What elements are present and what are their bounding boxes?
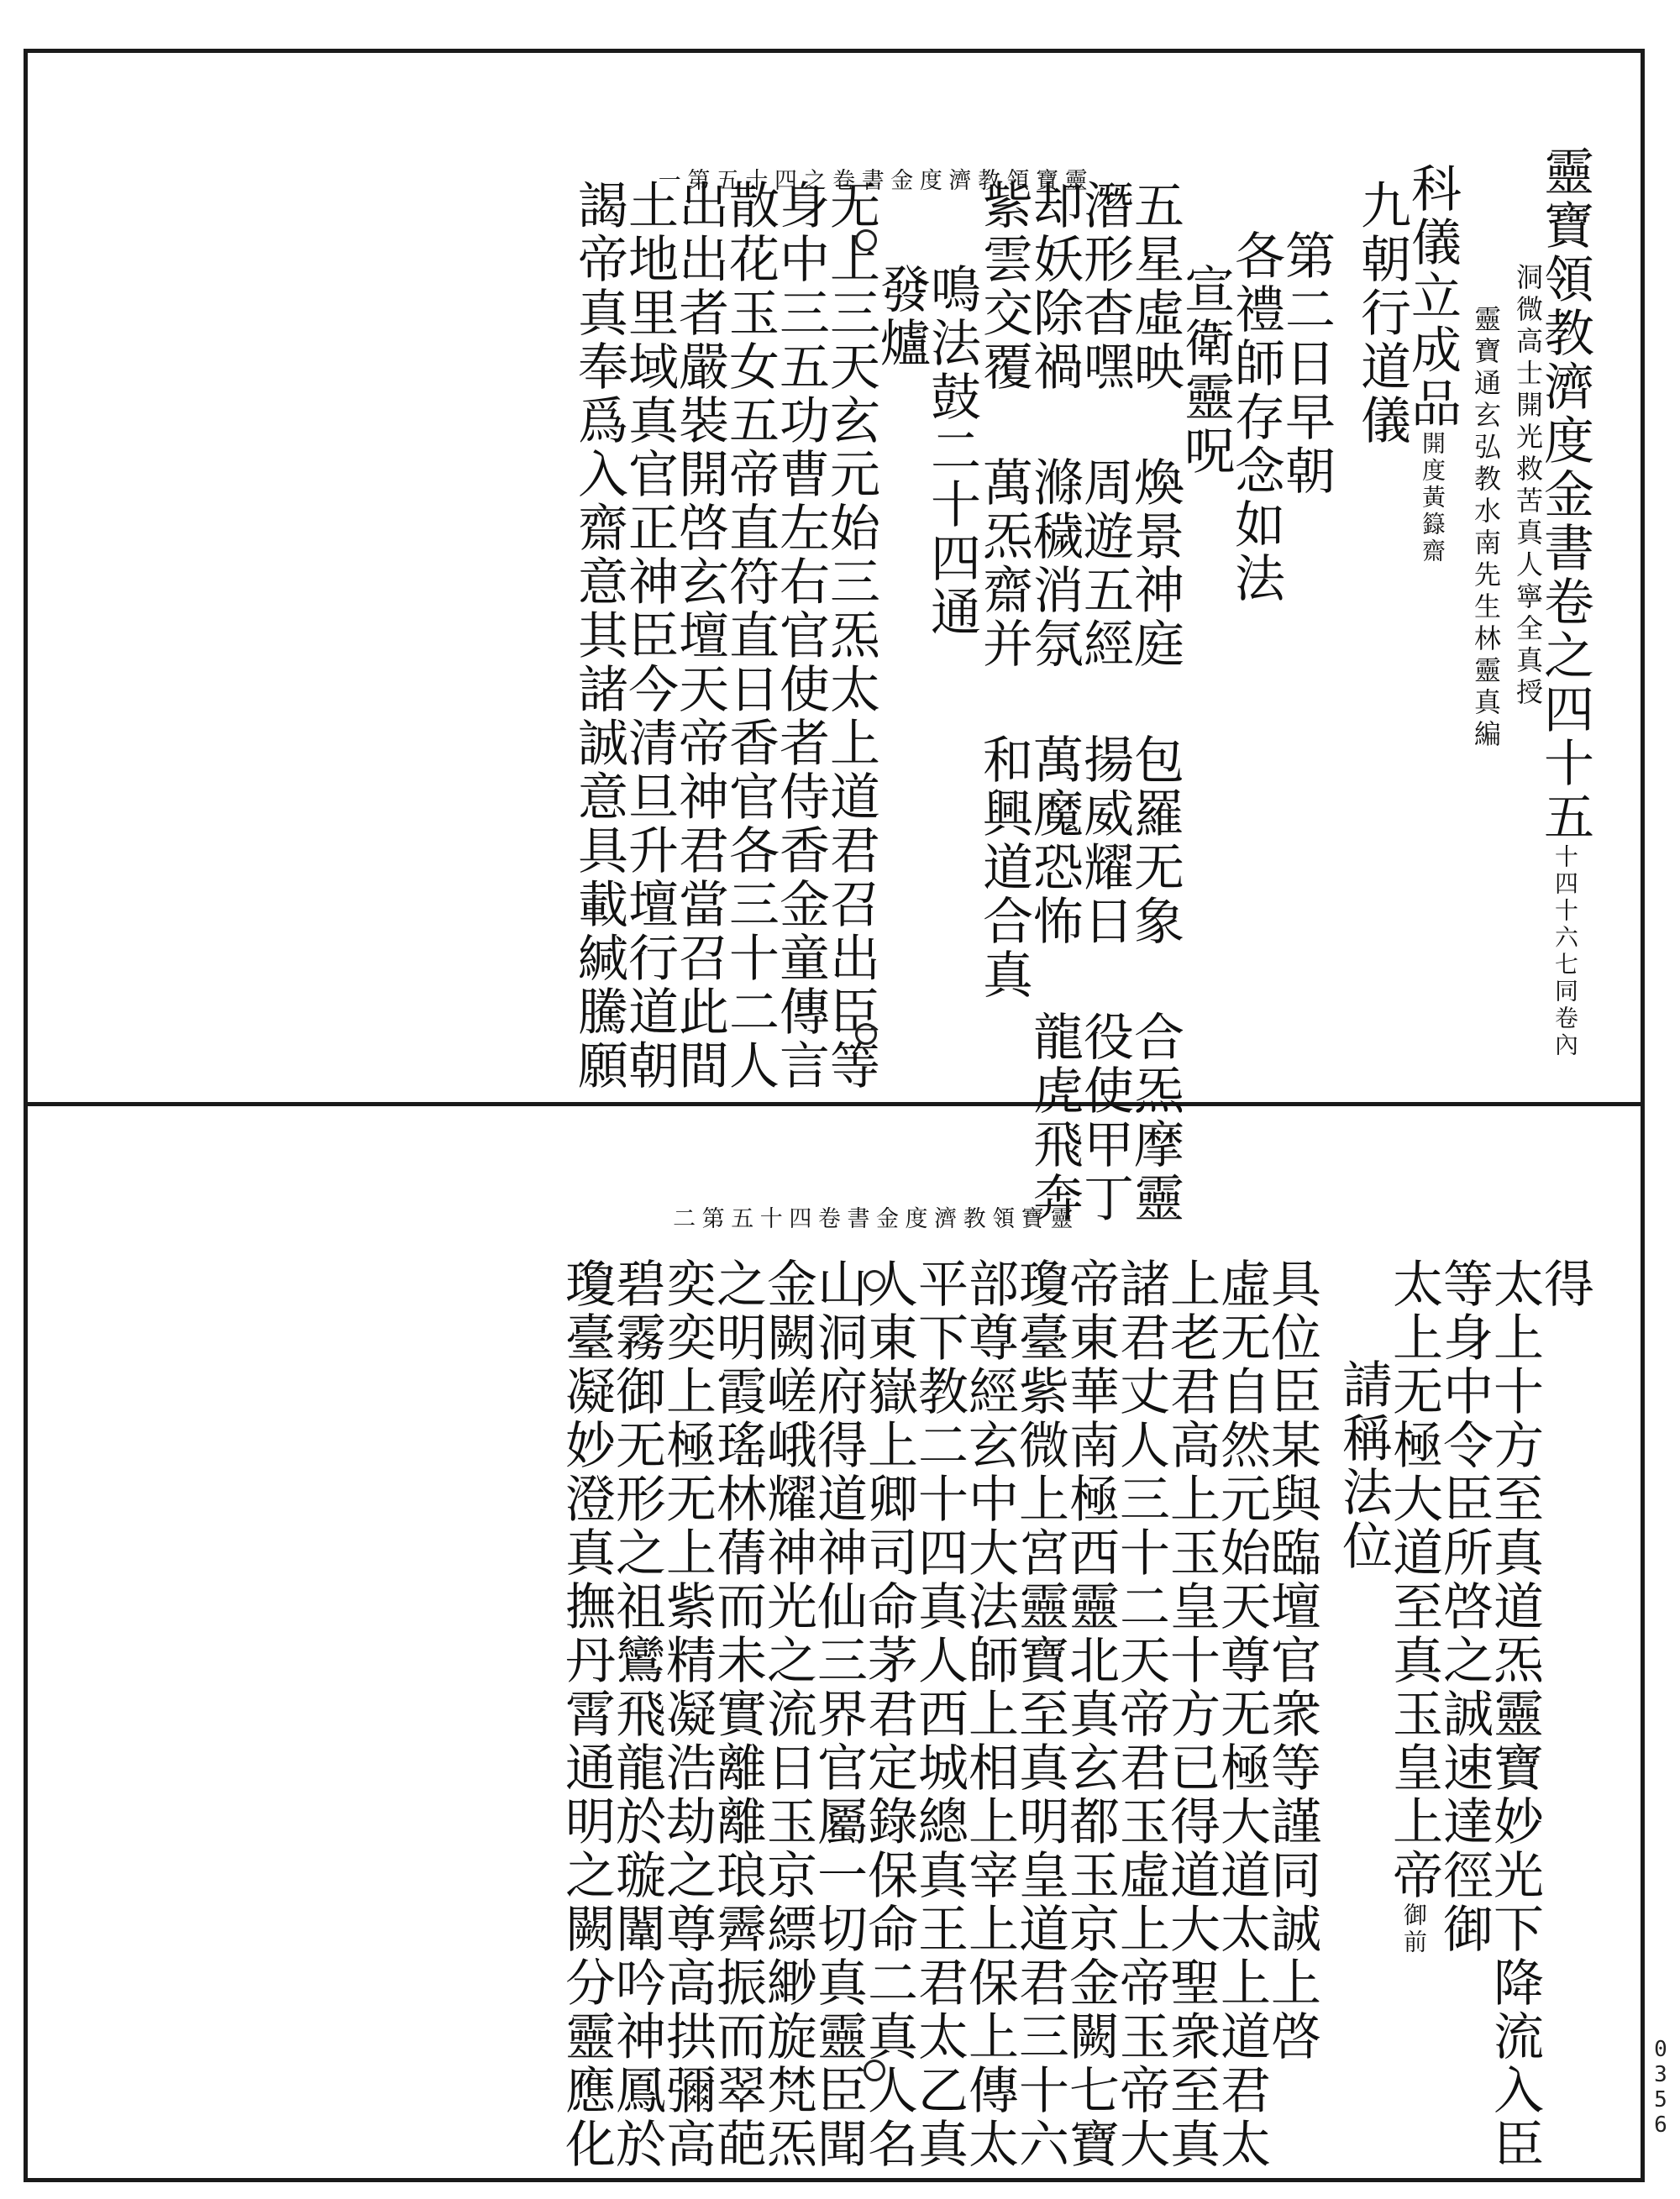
text-column: 紫雲交覆 萬炁齋并 和興道合真 bbox=[974, 179, 1033, 1002]
text-column: 散花玉女五帝直符直日香官各三十二人 bbox=[721, 179, 780, 1093]
text-column: 人東嶽上卿司命茅君定錄保命二真人名 bbox=[859, 1257, 918, 2171]
text-column: 諸君丈人三十二天帝君玉虛上帝玉帝大 bbox=[1111, 1257, 1170, 2171]
text-column: 謁帝真奉爲入齋意其諸誠意具載緘騰願 bbox=[570, 179, 628, 1093]
text-column: 虛无自然元始天尊无極大道太上道君太 bbox=[1212, 1257, 1271, 2171]
text-column bbox=[1384, 1257, 1443, 1956]
punctuation-circle bbox=[864, 1270, 885, 1292]
text-column: 土地里域真官正神臣今清旦升壇行道朝 bbox=[620, 179, 679, 1093]
text-column: 具位臣某與臨壇官衆等謹同誠上啓 bbox=[1263, 1257, 1321, 2064]
instruction-line: 各禮師存念如法 bbox=[1226, 229, 1285, 606]
incantation-title: 宣衛靈呪 bbox=[1176, 263, 1235, 478]
punctuation-circle bbox=[864, 2060, 885, 2081]
subheading: 請稱法位 bbox=[1334, 1358, 1393, 1573]
title-column bbox=[1536, 145, 1594, 1059]
section-note: 開度黃籙齋 bbox=[1419, 431, 1446, 565]
text-column: 瓊臺紫微上宮靈寶至真明皇道君三十六 bbox=[1011, 1257, 1069, 2171]
text-column: 却妖除禍 滌穢消氛 萬魔恐怖 龍虎飛奔 bbox=[1025, 179, 1084, 1225]
author-line: 洞微高士開光救苦真人寧全真授 bbox=[1512, 263, 1544, 710]
running-header: 靈寶領教濟度金書卷之四十五第一 bbox=[658, 168, 1095, 194]
text-column: 之明霞瑤林蒨而未實離離琅霽振而翠葩 bbox=[708, 1257, 767, 2171]
book-title: 靈寶領教濟度金書卷之四十五 bbox=[1536, 145, 1594, 844]
punctuation-circle bbox=[855, 229, 877, 251]
section-heading: 科儀立成品 bbox=[1403, 162, 1462, 431]
page-number: 0356 bbox=[1648, 2037, 1673, 2138]
text-main: 太上无極大道至真玉皇上帝 bbox=[1384, 1257, 1443, 1902]
text-column: 部尊經玄中大法師上相上宰上保上傳太 bbox=[960, 1257, 1019, 2171]
title-note: 十四十六七同卷內 bbox=[1551, 844, 1579, 1059]
editor-line: 靈寶通玄弘教水南先生林靈真編 bbox=[1470, 305, 1502, 752]
text-column: 碧霧御无形之祖鸞飛龍於璇闈吟神鳳於 bbox=[607, 1257, 666, 2171]
text-column: 潛形杳嘿 周遊五經 揚威耀日 役使甲丁 bbox=[1075, 179, 1134, 1225]
running-header: 靈寶領教濟度金書卷四十五第二 bbox=[673, 1206, 1079, 1232]
text-column: 帝東華南極西靈北真玄都玉京金闕七寶 bbox=[1061, 1257, 1120, 2171]
section-title bbox=[1403, 162, 1462, 565]
text-column: 五星虛映 煥景神庭 包羅无象 合炁摩靈 bbox=[1126, 179, 1184, 1225]
text-column: 瓊臺凝妙澄真撫丹霄通明之闕分靈應化 bbox=[557, 1257, 616, 2171]
bottom-panel bbox=[28, 1106, 1641, 2178]
subheading-day: 第二日早朝 bbox=[1277, 229, 1336, 498]
text-column: 金闕嵯峨耀神光之流日玉京縹緲旋梵炁 bbox=[759, 1257, 817, 2171]
text-column: 上老君高上玉皇十方已得道大聖衆至真 bbox=[1162, 1257, 1221, 2171]
text-column: 太上十方至真道炁靈寶妙光下降流入臣 bbox=[1485, 1257, 1544, 2171]
text-column: 山洞府得道神仙三界官屬一切真靈臣聞 bbox=[809, 1257, 868, 2171]
text-column: 无上三天玄元始三炁太上道君召出臣等 bbox=[822, 179, 880, 1093]
text-column: 等身中令臣所啓之誠速達徑御 bbox=[1435, 1257, 1494, 1956]
text-column: 身中三五功曹左右官使者侍香金童傳言 bbox=[771, 179, 830, 1093]
subheading: 發爐 bbox=[872, 263, 931, 370]
text-note: 御前 bbox=[1400, 1902, 1428, 1956]
text-column: 得 bbox=[1536, 1257, 1594, 1311]
punctuation-circle bbox=[855, 1023, 877, 1045]
ritual-title: 九朝行道儀 bbox=[1352, 179, 1411, 448]
instruction-line: 鳴法鼓二十四通 bbox=[922, 263, 981, 639]
text-column: 平下教二十四真人西城總真王君太乙真 bbox=[910, 1257, 969, 2171]
text-column: 奕奕上極无上紫精凝浩劫之尊高拱彌高 bbox=[658, 1257, 717, 2171]
text-column: 出出者嚴裝開啓玄壇天帝神君當召此間 bbox=[670, 179, 729, 1093]
